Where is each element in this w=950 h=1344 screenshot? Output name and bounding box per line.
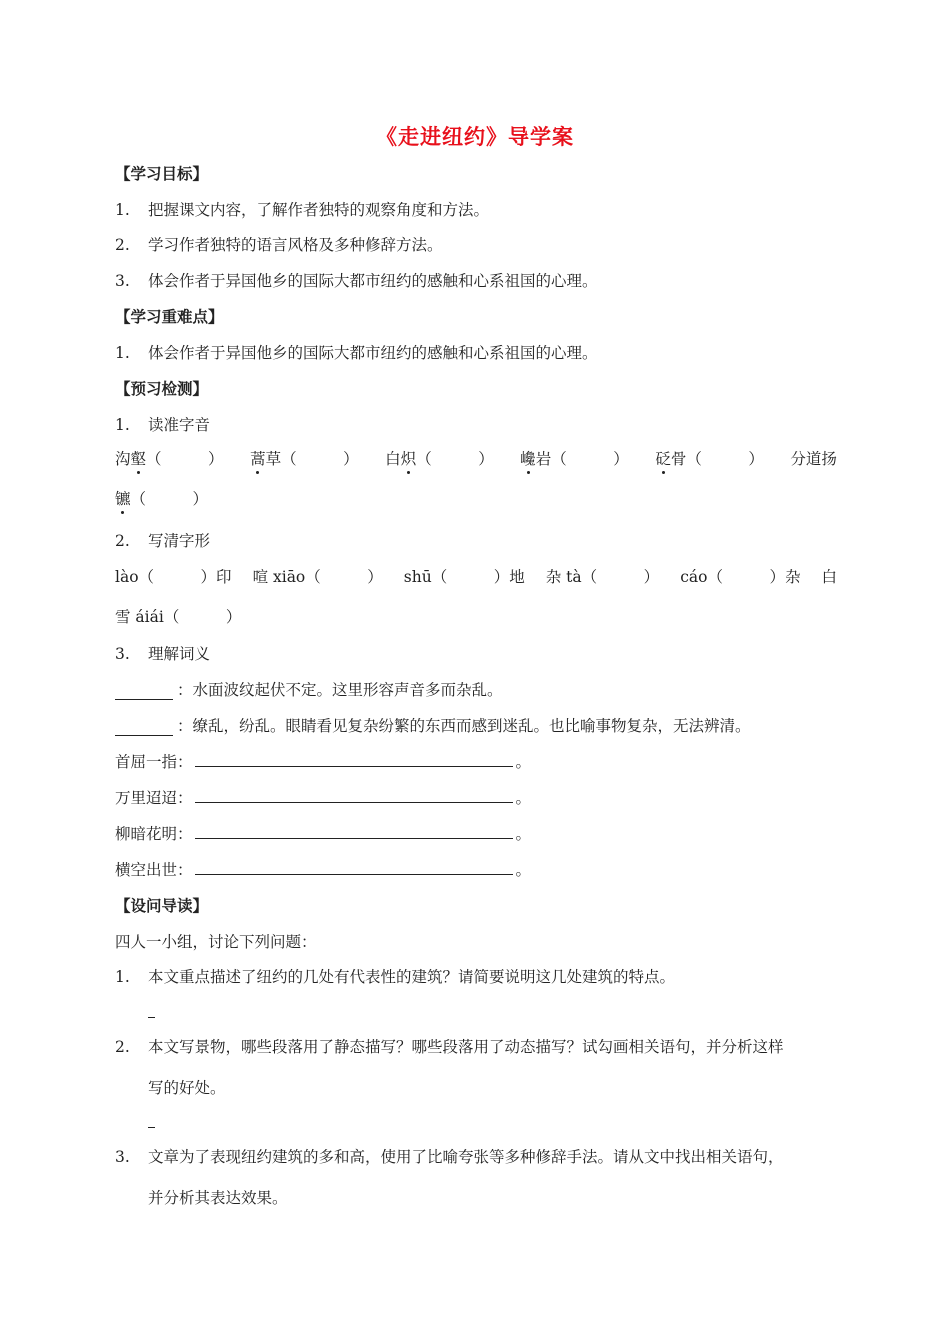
word-item: 蒿草（ ）: [250, 450, 359, 468]
pronunciation-row: [115, 449, 837, 469]
word-item-wrap: 镳（ ）: [115, 490, 209, 508]
answer-blank[interactable]: [195, 860, 513, 875]
answer-blank[interactable]: [195, 824, 513, 839]
answer-blank[interactable]: [115, 735, 173, 736]
key-point-item: 1. 体会作者于异国他乡的国际大都市纽约的感触和心系祖国的心理。: [115, 344, 598, 362]
spelling-label: 2. 写清字形: [115, 532, 211, 550]
word-item: 白炽（ ）: [385, 450, 494, 468]
spelling-item: 喧 xiāo（ ）: [252, 568, 383, 586]
spelling-item-wrap: 雪 áiái（ ）: [115, 608, 242, 626]
guide-heading: 【设问导读】: [115, 896, 209, 915]
answer-blank[interactable]: [195, 788, 513, 803]
spelling-item: 白: [821, 568, 837, 586]
preview-heading: 【预习检测】: [115, 379, 209, 398]
guide-question-cont: 写的好处。: [148, 1079, 226, 1097]
answer-blank[interactable]: [148, 1127, 155, 1128]
spelling-row: [115, 567, 837, 587]
answer-blank[interactable]: [195, 752, 513, 767]
guide-question-cont: 并分析其表达效果。: [148, 1189, 288, 1207]
goal-item: 2. 学习作者独特的语言风格及多种修辞方法。: [115, 236, 443, 254]
spelling-item: shū（ ）地: [403, 568, 525, 586]
goal-item: 1. 把握课文内容，了解作者独特的观察角度和方法。: [115, 201, 490, 219]
key-points-heading: 【学习重难点】: [115, 307, 224, 326]
spelling-item: cáo（ ）杂: [680, 568, 801, 586]
vocab-term: 柳暗花明： 。: [115, 825, 532, 843]
vocab-definition: ：缭乱，纷乱。眼睛看见复杂纷繁的东西而感到迷乱。也比喻事物复杂，无法辨清。: [115, 716, 751, 736]
guide-question: 1. 本文重点描述了纽约的几处有代表性的建筑？请简要说明这几处建筑的特点。: [115, 968, 676, 986]
guide-question: 3. 文章为了表现纽约建筑的多和高，使用了比喻夸张等多种修辞手法。请从文中找出相关语句，: [115, 1148, 784, 1166]
vocab-term: 横空出世： 。: [115, 861, 532, 879]
spelling-item: lào（ ）印: [115, 568, 232, 586]
page-title: 《走进纽约》导学案: [376, 124, 574, 149]
guide-question: 2. 本文写景物，哪些段落用了静态描写？哪些段落用了动态描写？试勾画相关语句，并分析这样: [115, 1038, 784, 1056]
vocab-label: 3. 理解词义: [115, 645, 211, 663]
guide-intro: 四人一小组，讨论下列问题：: [115, 933, 317, 951]
vocab-definition: ：水面波纹起伏不定。这里形容声音多而杂乱。: [115, 680, 503, 700]
spelling-item: 杂 tà（ ）: [545, 568, 660, 586]
pronunciation-label: 1. 读准字音: [115, 416, 211, 434]
answer-blank[interactable]: [148, 1017, 155, 1018]
word-item: 砭骨（ ）: [655, 450, 764, 468]
word-item: 分道扬: [790, 450, 837, 468]
goal-item: 3. 体会作者于异国他乡的国际大都市纽约的感触和心系祖国的心理。: [115, 272, 598, 290]
word-item: 巉岩（ ）: [520, 450, 629, 468]
vocab-term: 万里迢迢： 。: [115, 789, 532, 807]
goals-heading: 【学习目标】: [115, 164, 209, 183]
vocab-term: 首屈一指： 。: [115, 753, 532, 771]
word-item: 沟壑（ ）: [115, 450, 224, 468]
answer-blank[interactable]: [115, 699, 173, 700]
